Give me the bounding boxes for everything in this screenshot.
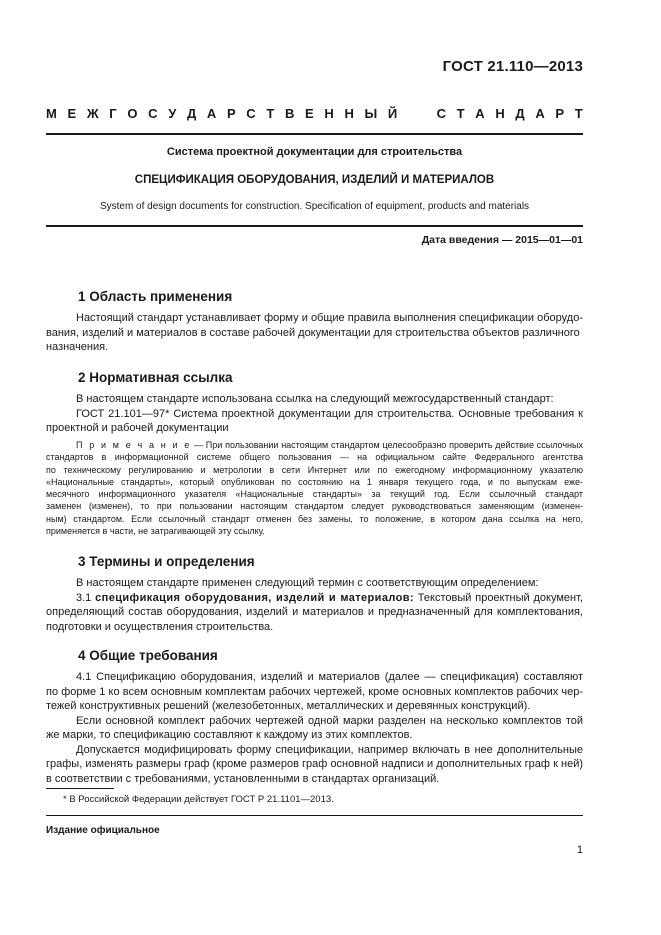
section-2-body xyxy=(46,392,583,436)
section-1-body xyxy=(46,311,583,355)
paragraph-line: Настоящий стандарт устанавливает форму и общие правила выполнения спецификации оборудо- xyxy=(76,312,583,324)
term-definition-line xyxy=(46,591,583,606)
banner-letter: В xyxy=(284,106,295,121)
banner-letter: Т xyxy=(456,106,465,121)
paragraph-line: в соответствии с требованиями, установленными в стандартах организаций. xyxy=(46,772,440,785)
note-line: по техническому регулированию и метрологии в сети Интернет или по ежегодному информационному указателю xyxy=(46,464,583,475)
note-line: месячного информационного указателя «Национальные стандарты» за текущий год. Если ссылочный стандарт xyxy=(46,489,583,500)
banner-letter: М xyxy=(46,106,57,121)
banner-letter: С xyxy=(436,106,446,121)
term-text: Текстовый проектный документ, xyxy=(413,591,583,604)
section-heading: 1 Область применения xyxy=(78,289,233,304)
paragraph-line: же марки, то спецификацию составляют к каждому из этих комплектов. xyxy=(46,729,413,741)
paragraph-line: 4.1 Спецификацию оборудования, изделий и материалов (далее — спецификация) составляют xyxy=(76,671,583,683)
banner-letter: Г xyxy=(109,106,117,121)
note-line: применяется в части, не затрагивающей эту ссылку. xyxy=(46,526,265,537)
term-name: спецификация оборудования, изделий и материалов: xyxy=(95,591,414,604)
banner-letter: Р xyxy=(226,106,236,121)
introduction-date: Дата введения — 2015—01—01 xyxy=(421,234,583,246)
footnote: * В Российской Федерации действует ГОСТ Р 21.1101—2013. xyxy=(63,794,334,805)
banner-letter: Н xyxy=(344,106,354,121)
paragraph-line: графы, изменять размеры граф (кроме размеров граф основной надписи и дополнительных граф к ней) xyxy=(46,758,583,770)
banner-letter: С xyxy=(148,106,158,121)
banner-letter: О xyxy=(127,106,138,121)
banner-letter: Й xyxy=(387,106,398,121)
paragraph-line: ГОСТ 21.101—97* Система проектной документации для строительства. Основные требования к xyxy=(76,407,583,420)
banner-letter: Ы xyxy=(364,106,378,121)
term-number: 3.1 xyxy=(76,591,96,604)
paragraph-line: тежей конструктивных решений (железобетонных, металлических и деревянных конструкций). xyxy=(46,700,531,712)
banner-letter: А xyxy=(475,106,485,121)
standard-title: СПЕЦИФИКАЦИЯ ОБОРУДОВАНИЯ, ИЗДЕЛИЙ И МАТЕРИАЛОВ xyxy=(134,174,495,186)
footer-divider xyxy=(46,815,583,816)
document-number: ГОСТ 21.110—2013 xyxy=(442,58,583,75)
banner-letter: У xyxy=(168,106,177,121)
paragraph-line: Допускается модифицировать форму спецификации, например включать в нее дополнительные xyxy=(76,743,583,756)
reference-note xyxy=(46,439,583,537)
paragraph-line: назначения. xyxy=(46,341,109,353)
footnote-divider xyxy=(46,788,114,789)
banner-letter: А xyxy=(535,106,545,121)
paragraph-line: определяющий состав оборудования, изделий и материалов и предназначенный для комплектования, xyxy=(46,606,583,618)
paragraph-line: вания, изделий и материалов в составе рабочей документации для строительства объектов различного xyxy=(46,326,580,339)
banner-letter: Н xyxy=(495,106,505,121)
title-divider xyxy=(46,225,583,227)
section-heading: 2 Нормативная ссылка xyxy=(78,370,233,385)
note-line: стандартов в информационной системе общего пользования — на официальном сайте Федерального агентства xyxy=(46,452,583,463)
note-text: — При пользовании настоящим стандартом целесообразно проверить действие ссылочных xyxy=(191,440,583,450)
section-heading: 3 Термины и определения xyxy=(78,554,255,569)
paragraph-line: проектной и рабочей документации xyxy=(46,422,229,434)
interstate-standard-banner xyxy=(46,106,583,121)
paragraph-line: по форме 1 ко всем основным комплектам рабочих чертежей, кроме основных комплектов рабочих чер- xyxy=(46,685,583,698)
note-line: ным) стандартом. Если ссылочный стандарт отменен без замены, то положение, в котором дана ссылка на него, xyxy=(46,513,583,524)
banner-letter: Д xyxy=(515,106,525,121)
paragraph-line: Если основной комплект рабочих чертежей одной марки разделен на несколько комплектов той xyxy=(76,714,583,727)
paragraph-line: В настоящем стандарте использована ссылка на следующий межгосударственный стандарт: xyxy=(76,393,554,405)
banner-letter: А xyxy=(206,106,217,121)
edition-label: Издание официальное xyxy=(46,825,160,836)
section-heading: 4 Общие требования xyxy=(78,648,218,663)
banner-letter: Ж xyxy=(86,106,99,121)
system-title: Система проектной документации для строительства xyxy=(166,146,463,158)
page-number: 1 xyxy=(576,844,583,856)
banner-letter: С xyxy=(246,106,256,121)
note-line xyxy=(46,439,583,451)
banner-word-gap xyxy=(408,106,426,121)
banner-letter: Н xyxy=(324,106,334,121)
paragraph-line: подготовки и осуществления строительства. xyxy=(46,620,274,633)
banner-letter: Р xyxy=(555,106,565,121)
note-line: «Национальные стандарты», который опубликован по состоянию на 1 января текущего года, и по выпускам еже- xyxy=(46,476,583,487)
note-label: П р и м е ч а н и е xyxy=(76,440,192,450)
note-line: заменен (изменен), то при пользовании настоящим стандартом следует руководствоваться заменяющим (изменен- xyxy=(46,501,583,512)
banner-letter: Т xyxy=(574,106,583,121)
banner-letter: Е xyxy=(305,106,314,121)
english-title: System of design documents for construction. Specification of equipment, products and materials xyxy=(99,201,530,212)
banner-letter: Т xyxy=(266,106,275,121)
section-3-body xyxy=(46,576,583,634)
paragraph-line: В настоящем стандарте применен следующий термин с соответствующим определением: xyxy=(76,577,539,589)
banner-letter: Е xyxy=(67,106,77,121)
section-4-body xyxy=(46,670,583,786)
banner-letter: Д xyxy=(186,106,197,121)
header-divider xyxy=(46,133,583,135)
